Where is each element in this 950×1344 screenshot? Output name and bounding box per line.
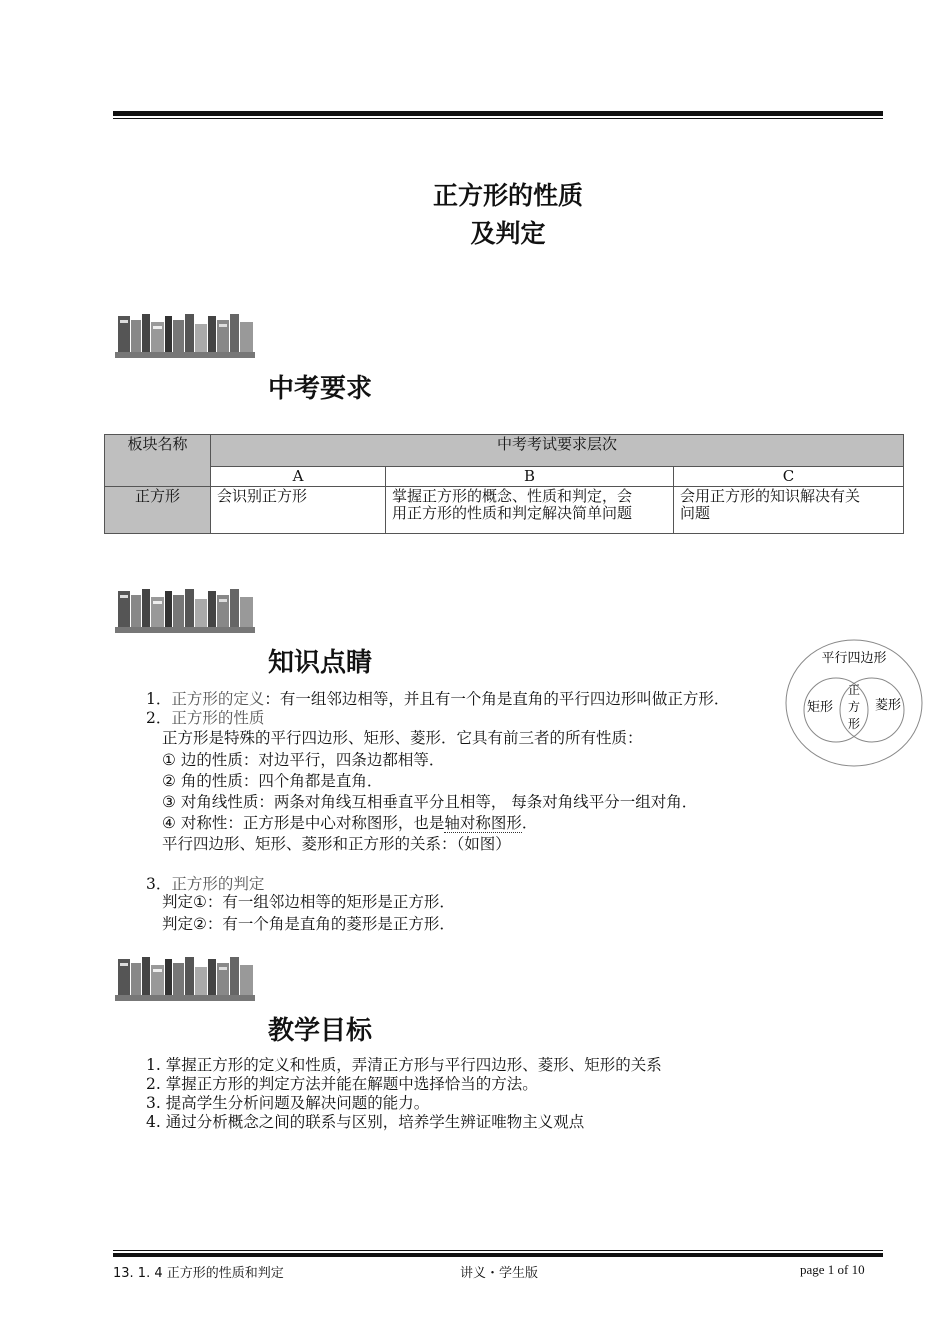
venn-label-parallelogram: 平行四边形 [821,651,887,666]
header-rule-thick [113,111,883,116]
page-title-line2: 及判定 [470,219,546,248]
venn-label-square-2: 方 [847,700,861,714]
section-heading-goals: 教学目标 [268,1016,373,1046]
requirements-table [104,434,904,534]
venn-label-square-3: 形 [847,717,861,731]
knowledge-item-2-intro: 正方形是特殊的平行四边形、矩形、菱形．它具有前三者的所有性质： [162,729,643,747]
section-heading-requirements: 中考要求 [268,374,373,404]
knowledge-prop-4: ④ 对称性：正方形是中心对称图形，也是轴对称图形． [162,814,538,832]
bookshelf-logo [113,310,258,360]
knowledge-prop-2: ② 角的性质：四个角都是直角． [162,772,383,790]
knowledge-relation: 平行四边形、矩形、菱形和正方形的关系：（如图） [162,835,511,853]
table-header-block: 板块名称 [105,435,211,487]
table-level-c: C [674,467,904,487]
bookshelf-logo [113,585,258,635]
footer-page-number: page 1 of 10 [800,1262,865,1277]
table-cell-a: 会识别正方形 [211,487,386,534]
venn-label-rhombus: 菱形 [874,698,902,713]
table-cell-c: 会用正方形的知识解决有关 问题 [674,487,904,534]
knowledge-judge-2: 判定②：有一个角是直角的菱形是正方形． [162,915,455,933]
footer-left: 13. 1. 4 正方形的性质和判定 [113,1266,284,1281]
page-title-line1: 正方形的性质 [432,181,583,210]
table-level-a: A [211,467,386,487]
goal-item-4: 4. 通过分析概念之间的联系与区别，培养学生辨证唯物主义观点 [146,1113,585,1131]
knowledge-judge-1: 判定①：有一组邻边相等的矩形是正方形． [162,893,455,911]
venn-label-square-1: 正 [847,683,861,697]
table-level-b: B [386,467,674,487]
knowledge-prop-1: ① 边的性质：对边平行，四条边都相等． [162,751,445,769]
table-cell-b: 掌握正方形的概念、性质和判定，会 用正方形的性质和判定解决简单问题 [386,487,674,534]
knowledge-item-2: 2．正方形的性质 [146,709,265,727]
footer-rule-thin [113,1250,883,1251]
footer-rule-thick [113,1253,883,1257]
goal-item-2: 2. 掌握正方形的判定方法并能在解题中选择恰当的方法。 [146,1075,538,1093]
footer-center: 讲义・学生版 [460,1266,539,1281]
knowledge-item-3: 3．正方形的判定 [146,875,265,893]
knowledge-prop-3: ③ 对角线性质：两条对角线互相垂直平分且相等， 每条对角线平分一组对角． [162,793,698,811]
header-rule-thin [113,118,883,119]
goal-item-1: 1. 掌握正方形的定义和性质，弄清正方形与平行四边形、菱形、矩形的关系 [146,1056,662,1074]
quadrilateral-venn-diagram [784,638,924,768]
section-heading-knowledge: 知识点睛 [268,648,373,678]
venn-label-rectangle: 矩形 [806,700,834,715]
table-header-level: 中考考试要求层次 [211,435,904,467]
table-row-name: 正方形 [105,487,211,534]
bookshelf-logo [113,953,258,1003]
goal-item-3: 3. 提高学生分析问题及解决问题的能力。 [146,1094,430,1112]
knowledge-item-1: 1．正方形的定义：有一组邻边相等，并且有一个角是直角的平行四边形叫做正方形． [146,690,730,708]
